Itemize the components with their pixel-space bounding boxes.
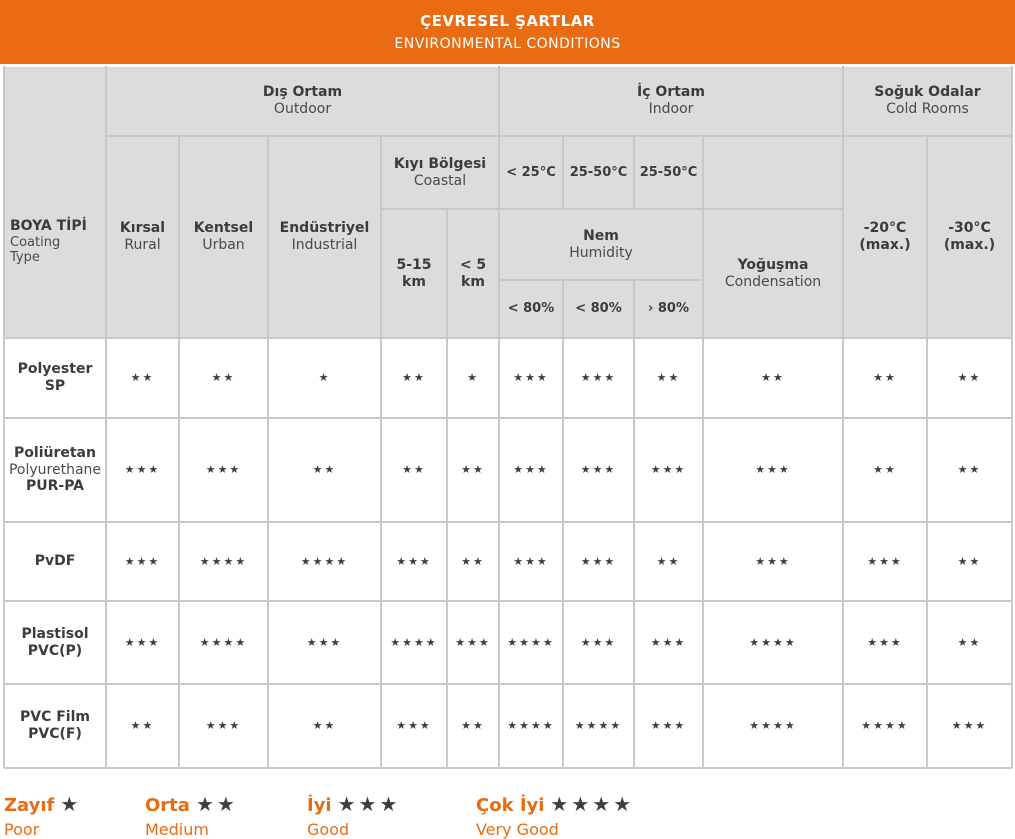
rating-cell — [928, 339, 1011, 417]
coastal-tr: Kıyı Bölgesi — [393, 155, 487, 172]
star-rating-icon: ★★ — [461, 554, 485, 568]
coating-en: Coating Type — [10, 234, 61, 266]
star-icon: ★ — [60, 792, 82, 816]
rating-cell — [704, 419, 842, 521]
rating-cell — [500, 685, 562, 767]
rating-cell — [269, 339, 380, 417]
rating-cell — [844, 419, 926, 521]
rating-cell — [107, 602, 178, 683]
grid-line — [633, 136, 635, 209]
star-rating-icon: ★★★ — [513, 554, 549, 568]
rating-cell — [382, 339, 446, 417]
rural-tr: Kırsal — [119, 220, 166, 237]
header-coastal-near — [448, 210, 498, 337]
star-rating-icon: ★★★ — [755, 463, 791, 477]
star-rating-icon: ★★ — [957, 371, 982, 385]
star-rating-icon: ★★ — [461, 719, 485, 733]
grid-line — [178, 338, 180, 768]
header-cold-1 — [844, 137, 926, 337]
humidity-en: Humidity — [569, 244, 633, 261]
outdoor-tr: Dış Ortam — [262, 84, 343, 101]
row-name: Poliüretan — [14, 444, 96, 461]
rating-cell — [564, 523, 633, 600]
header-hum-3 — [635, 281, 702, 337]
header-outdoor — [107, 67, 498, 135]
rating-cell — [180, 339, 267, 417]
rating-cell — [704, 339, 842, 417]
star-rating-icon: ★★★★ — [390, 635, 438, 649]
star-rating-icon: ★★★ — [205, 719, 242, 733]
grid-line — [842, 66, 844, 338]
rating-cell — [107, 339, 178, 417]
star-rating-icon: ★★★ — [513, 371, 549, 385]
grid-line — [3, 66, 5, 338]
star-rating-icon: ★★★ — [867, 635, 903, 649]
grid-line — [562, 136, 564, 209]
grid-line — [106, 135, 1012, 137]
star-rating-icon: ★★ — [761, 371, 785, 385]
header-hum-2 — [564, 281, 633, 337]
rating-cell — [844, 339, 926, 417]
legend-medium-tr: Orta — [145, 795, 190, 816]
rating-cell — [564, 419, 633, 521]
coastal-near-label: < 5 km — [459, 256, 487, 290]
header-coating-type — [5, 67, 105, 337]
star-rating-icon: ★★★★ — [574, 719, 623, 733]
legend-good-en: Good — [307, 820, 350, 839]
grid-line — [381, 208, 843, 210]
star-rating-icon: ★★ — [656, 554, 681, 568]
rating-cell — [269, 419, 380, 521]
grid-line — [105, 66, 107, 338]
row-label — [5, 602, 105, 683]
star-rating-icon: ★★★★ — [300, 554, 349, 568]
row-code: SP — [44, 378, 66, 394]
header-urban — [180, 137, 267, 337]
header-coastal-far — [382, 210, 446, 337]
rating-cell — [928, 523, 1011, 600]
rating-cell — [928, 419, 1011, 521]
cold-1-label: -20°C (max.) — [859, 220, 911, 253]
star-icon: ★★ — [195, 792, 238, 816]
rating-cell — [448, 523, 498, 600]
legend-medium-en: Medium — [145, 820, 209, 839]
indoor-en: Indoor — [648, 101, 694, 117]
star-rating-icon: ★★ — [957, 463, 982, 477]
row-label — [5, 339, 105, 417]
rating-cell — [564, 339, 633, 417]
star-rating-icon: ★★★ — [124, 463, 161, 477]
grid-line — [702, 136, 704, 338]
row-label — [5, 419, 105, 521]
star-rating-icon: ★★★ — [951, 719, 988, 733]
star-rating-icon: ★★★★ — [507, 635, 555, 649]
rating-cell — [564, 602, 633, 683]
star-rating-icon: ★★★ — [396, 554, 432, 568]
star-icon: ★★★★ — [550, 792, 635, 816]
rating-cell — [500, 419, 562, 521]
rating-cell — [269, 685, 380, 767]
star-rating-icon: ★★★ — [650, 719, 687, 733]
grid-line — [4, 337, 1012, 339]
rating-cell — [704, 685, 842, 767]
row-name: Polyester — [17, 361, 93, 378]
rating-cell — [635, 523, 702, 600]
legend-very-good-tr: Çok İyi — [476, 795, 545, 816]
header-temp-3 — [635, 137, 702, 208]
star-rating-icon: ★★★ — [580, 554, 617, 568]
star-rating-icon: ★★★★ — [861, 719, 909, 733]
cold-en: Cold Rooms — [886, 101, 969, 117]
temp-1-label: < 25°C — [506, 164, 556, 180]
grid-line — [446, 209, 448, 338]
grid-line — [562, 280, 564, 338]
hum-1-label: < 80% — [507, 301, 555, 317]
rural-en: Rural — [124, 237, 161, 253]
legend-good-tr: İyi — [307, 795, 332, 816]
urban-en: Urban — [202, 237, 245, 253]
star-rating-icon: ★★ — [873, 463, 897, 477]
row-name-en: Polyurethane — [8, 461, 102, 478]
rating-cell — [500, 523, 562, 600]
rating-cell — [448, 339, 498, 417]
grid-line — [3, 338, 5, 768]
grid-line — [4, 521, 1012, 523]
header-industrial — [269, 137, 380, 337]
condensation-en: Condensation — [724, 273, 822, 290]
title-tr: ÇEVRESEL ŞARTLAR — [420, 12, 595, 30]
legend-poor — [4, 792, 81, 839]
hum-3-label: › 80% — [648, 301, 689, 317]
grid-line — [4, 417, 1012, 419]
rating-cell — [448, 685, 498, 767]
header-humidity — [500, 210, 702, 279]
urban-tr: Kentsel — [193, 220, 254, 237]
condensation-tr: Yoğuşma — [737, 256, 809, 273]
grid-line — [633, 280, 635, 338]
rating-cell — [635, 419, 702, 521]
header-coastal — [382, 137, 498, 208]
header-cold-2 — [928, 137, 1011, 337]
star-rating-icon: ★★★ — [124, 635, 161, 649]
star-rating-icon: ★★★ — [580, 371, 617, 385]
rating-cell — [500, 602, 562, 683]
coastal-far-label: 5-15 km — [396, 256, 432, 290]
header-indoor — [500, 67, 842, 135]
rating-cell — [635, 685, 702, 767]
legend-good — [307, 792, 400, 839]
rating-cell — [180, 523, 267, 600]
rating-cell — [704, 523, 842, 600]
industrial-tr: Endüstriyel — [279, 220, 370, 237]
rating-cell — [564, 685, 633, 767]
row-code: PVC(F) — [28, 726, 82, 742]
title-banner — [0, 0, 1015, 64]
star-rating-icon: ★★★ — [650, 635, 687, 649]
rating-cell — [500, 339, 562, 417]
row-code: PUR-PA — [25, 478, 85, 495]
star-rating-icon: ★★★ — [580, 463, 617, 477]
grid-line — [1011, 66, 1013, 338]
star-rating-icon: ★★★ — [306, 635, 343, 649]
star-rating-icon: ★★ — [130, 371, 155, 385]
star-rating-icon: ★★★ — [455, 635, 491, 649]
star-rating-icon: ★★ — [312, 719, 337, 733]
rating-cell — [269, 523, 380, 600]
cold-2-label: -30°C (max.) — [943, 220, 996, 253]
star-rating-icon: ★★★ — [867, 554, 903, 568]
temp-3-label: 25-50°C — [639, 164, 698, 180]
grid-line — [498, 66, 500, 338]
star-rating-icon: ★★ — [461, 463, 485, 477]
header-cold-rooms — [844, 67, 1011, 135]
header-temp-1 — [500, 137, 562, 208]
coastal-en: Coastal — [413, 172, 467, 189]
grid-line — [105, 338, 107, 768]
grid-line — [4, 767, 1012, 769]
star-icon: ★★★ — [337, 792, 401, 816]
star-rating-icon: ★★ — [402, 371, 426, 385]
grid-line — [499, 279, 703, 281]
star-rating-icon: ★★ — [873, 371, 897, 385]
rating-cell — [382, 685, 446, 767]
indoor-tr: İç Ortam — [637, 84, 705, 101]
star-rating-icon: ★★★ — [755, 554, 791, 568]
star-rating-icon: ★★★ — [513, 463, 549, 477]
star-rating-icon: ★★ — [312, 463, 337, 477]
grid-line — [926, 136, 928, 338]
cold-tr: Soğuk Odalar — [874, 84, 981, 101]
rating-cell — [382, 523, 446, 600]
rating-cell — [107, 419, 178, 521]
header-hum-1 — [500, 281, 562, 337]
rating-cell — [180, 685, 267, 767]
grid-line — [926, 338, 928, 768]
grid-line — [380, 338, 382, 768]
star-rating-icon: ★★ — [402, 463, 426, 477]
header-condensation — [704, 210, 842, 337]
grid-line — [633, 338, 635, 768]
grid-line — [842, 338, 844, 768]
star-rating-icon: ★★★★ — [507, 719, 555, 733]
legend-very-good — [476, 792, 634, 839]
row-label — [5, 523, 105, 600]
grid-line — [4, 600, 1012, 602]
star-rating-icon: ★★★★ — [199, 635, 248, 649]
rating-cell — [844, 523, 926, 600]
rating-cell — [844, 685, 926, 767]
rating-cell — [928, 685, 1011, 767]
grid-line — [178, 136, 180, 338]
title-en: ENVIRONMENTAL CONDITIONS — [394, 36, 621, 52]
star-rating-icon: ★★★ — [124, 554, 161, 568]
coating-tr: BOYA TİPİ — [10, 218, 87, 234]
rating-cell — [635, 339, 702, 417]
star-rating-icon: ★★★ — [396, 719, 432, 733]
grid-line — [1011, 338, 1013, 768]
grid-line — [380, 136, 382, 338]
rating-cell — [180, 419, 267, 521]
rating-cell — [928, 602, 1011, 683]
star-rating-icon: ★ — [467, 371, 479, 385]
star-rating-icon: ★ — [318, 371, 331, 385]
row-name: PVC Film — [20, 709, 90, 726]
header-rural — [107, 137, 178, 337]
rating-cell — [844, 602, 926, 683]
legend-poor-en: Poor — [4, 820, 40, 839]
header-blank — [704, 137, 842, 208]
rating-cell — [635, 602, 702, 683]
grid-line — [4, 683, 1012, 685]
star-rating-icon: ★★ — [957, 554, 982, 568]
industrial-en: Industrial — [291, 237, 358, 253]
star-rating-icon: ★★★ — [580, 635, 617, 649]
star-rating-icon: ★★★★ — [749, 635, 797, 649]
header-temp-2 — [564, 137, 633, 208]
rating-cell — [107, 523, 178, 600]
star-rating-icon: ★★ — [211, 371, 236, 385]
legend-medium — [145, 792, 238, 839]
grid-line — [702, 338, 704, 768]
rating-cell — [107, 685, 178, 767]
rating-cell — [180, 602, 267, 683]
grid-line — [498, 338, 500, 768]
rating-cell — [448, 602, 498, 683]
rating-cell — [269, 602, 380, 683]
star-rating-icon: ★★ — [656, 371, 681, 385]
hum-2-label: < 80% — [575, 301, 622, 317]
rating-cell — [382, 602, 446, 683]
star-rating-icon: ★★ — [130, 719, 155, 733]
grid-line — [446, 338, 448, 768]
star-rating-icon: ★★★ — [205, 463, 242, 477]
grid-line — [562, 338, 564, 768]
rating-cell — [382, 419, 446, 521]
outdoor-en: Outdoor — [273, 101, 332, 117]
temp-2-label: 25-50°C — [569, 164, 628, 180]
row-name: Plastisol — [21, 625, 89, 642]
legend-very-good-en: Very Good — [476, 820, 559, 839]
star-rating-icon: ★★ — [957, 635, 982, 649]
humidity-tr: Nem — [583, 227, 619, 244]
grid-line — [267, 338, 269, 768]
row-name: PvDF — [34, 553, 76, 570]
star-rating-icon: ★★★ — [650, 463, 687, 477]
row-label — [5, 685, 105, 767]
rating-cell — [448, 419, 498, 521]
rating-cell — [704, 602, 842, 683]
star-rating-icon: ★★★★ — [749, 719, 797, 733]
grid-line — [267, 136, 269, 338]
star-rating-icon: ★★★★ — [199, 554, 248, 568]
legend-poor-tr: Zayıf — [4, 795, 55, 816]
row-code: PVC(P) — [27, 642, 83, 659]
